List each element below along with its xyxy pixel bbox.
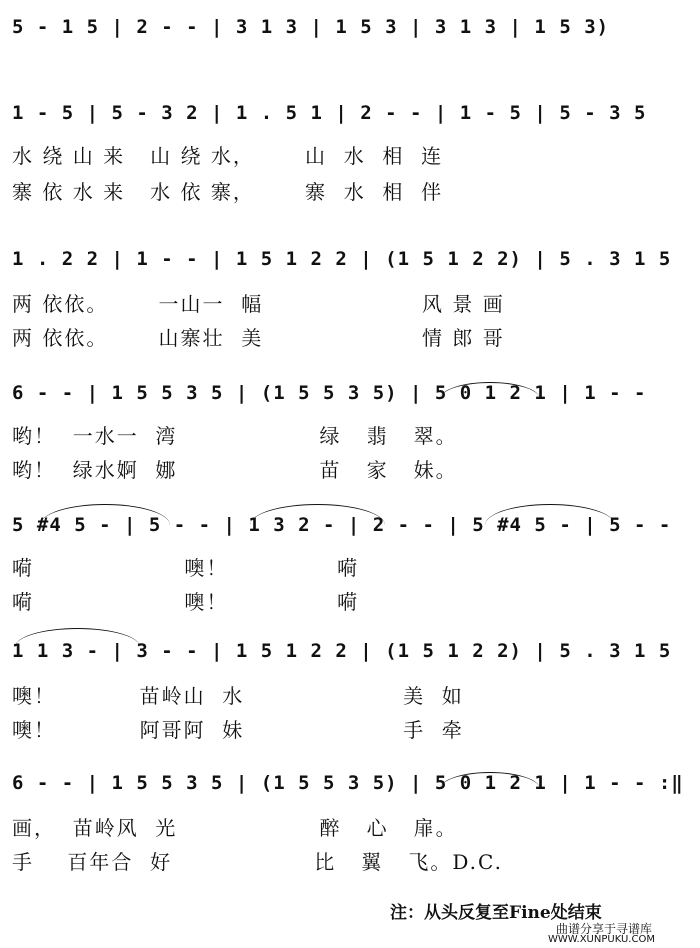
system-6-lyric-2: 噢！ 阿哥阿 妹 手 牵 [12,718,464,742]
system-4-notes: 6 - - | 1 5 5 3 5 | (1 5 5 3 5) | 5 0 1 2 1 | 1 - - [12,382,647,404]
system-6-lyric-1: 噢！ 苗岭山 水 美 如 [12,684,464,708]
site-url: WWW.XUNPUKU.COM [548,934,655,945]
slur [15,628,140,647]
system-5-lyric-1: 嗬 噢！ 嗬 [12,556,360,580]
system-7-notes: 6 - - | 1 5 5 3 5 | (1 5 5 3 5) | 5 0 1 2 1 | 1 - - :‖ [12,772,684,794]
system-2-lyric-1: 水 绕 山 来 山 绕 水， 山 水 相 连 [12,144,444,168]
system-7-lyric-2: 手 百年合 好 比 翼 飞。D.C. [12,850,503,874]
system-6-notes: 1 1 3 - | 3 - - | 1 5 1 2 2 | (1 5 1 2 2) | 5 . 3 1 5 [12,640,672,662]
system-7-lyric-1: 画， 苗岭风 光 醉 心 扉。 [12,816,458,840]
slur [250,504,385,525]
system-5-notes: 5 #4 5 - | 5 - - | 1 3 2 - | 2 - - | 5 #4 5 - | 5 - - [12,514,672,536]
system-2-lyric-2: 寨 依 水 来 水 依 寨， 寨 水 相 伴 [12,180,444,204]
system-3-notes: 1 . 2 2 | 1 - - | 1 5 1 2 2 | (1 5 1 2 2) | 5 . 3 1 5 [12,248,672,270]
system-1-notes: 5 - 1 5 | 2 - - | 3 1 3 | 1 5 3 | 3 1 3 | 1 5 3) [12,16,610,38]
slur [40,504,170,525]
site-watermark: 曲谱分享于寻谱库 [556,922,653,936]
system-3-lyric-2: 两 依依。 山寨壮 美 情 郎 哥 [12,326,505,350]
system-3-lyric-1: 两 依依。 一山一 幅 风 景 画 [12,292,505,316]
slur [485,504,615,525]
system-4-lyric-2: 哟！ 绿水婀 娜 苗 家 妹。 [12,458,458,482]
system-4-lyric-1: 哟！ 一水一 湾 绿 翡 翠。 [12,424,458,448]
system-5-lyric-2: 嗬 噢！ 嗬 [12,590,360,614]
system-2-notes: 1 - 5 | 5 - 3 2 | 1 . 5 1 | 2 - - | 1 - 5 | 5 - 3 5 [12,102,647,124]
repeat-note: 注：从头反复至Fine处结束 [390,903,602,923]
